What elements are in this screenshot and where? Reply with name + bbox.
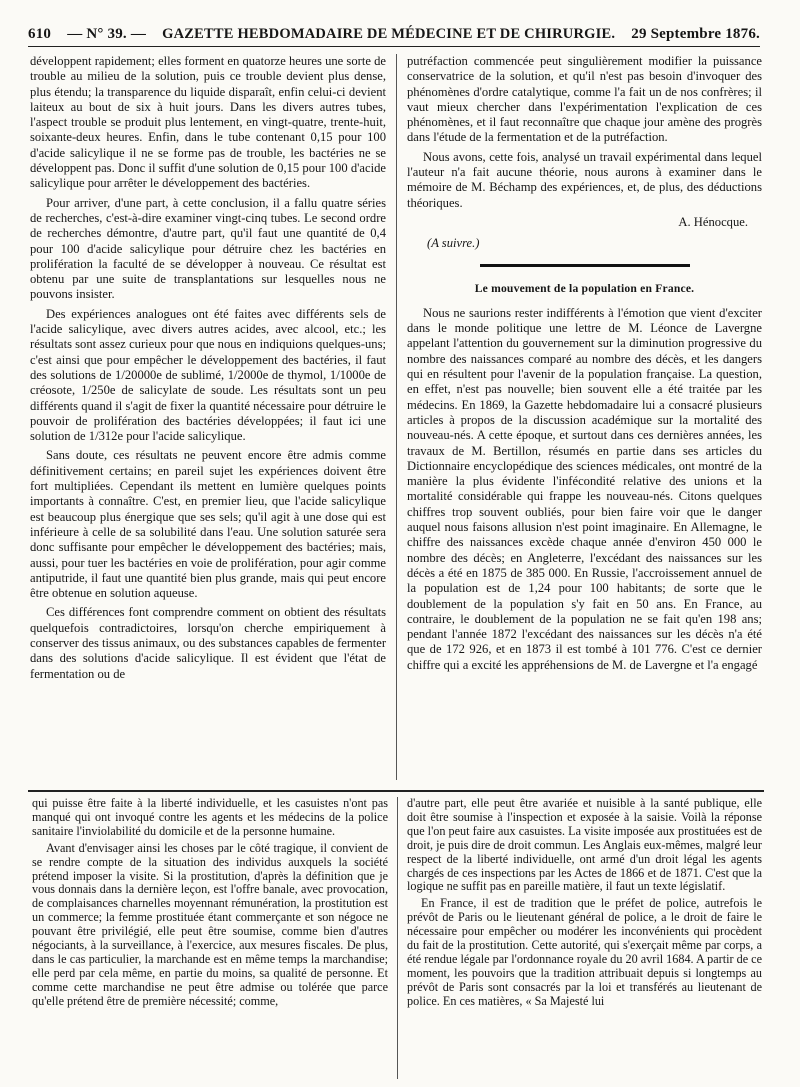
- left-column: [30, 54, 396, 780]
- paragraph: Nous avons, cette fois, analysé un travail expérimental dans lequel l'auteur n'a fait aucune théorie, nous aurons à examiner dans le mémoire de M. Béchamp des expériences, et, de plus, des déductions théoriques.: [407, 149, 762, 210]
- author-signature: A. Hénocque.: [678, 214, 748, 229]
- journal-title: GAZETTE HEBDOMADAIRE DE MÉDECINE ET DE CHIRURGIE.: [162, 26, 616, 42]
- paragraph: putréfaction commencée peut singulièrement modifier la puissance conservatrice de la solution, et qu'il n'est pas besoin d'invoquer des phénomènes d'ordre catalytique, comme l'a fait un de nos confrères; il vaut mieux chercher dans l'expérimentation l'explication de ces phénomènes, et il faut reconnaître que chaque jour amène des progrès dans l'étude de la fermentation et de la putréfaction.: [407, 54, 762, 145]
- page-number: 610: [28, 26, 52, 42]
- issue-number: — N° 39. —: [67, 26, 147, 42]
- paragraph: Sans doute, ces résultats ne peuvent encore être admis comme définitivement certains; en pareil sujet les expériences doivent être fort multipliées. Cependant ils mettent en lumière quelques points importants à connaître. C'est, en premier lieu, que l'acide salicylique est beaucoup plus énergique que ses sels; qu'il agit à une dose qui est inférieure à celle de sa solubilité dans l'eau. Une solution saturée sera donc suffisante pour empêcher le développement des bactéries; mais, aussi, pour tuer les bactéries en voie de prolifération, pour agir comme antiputride, il faut une quantité bien plus grande, mais qui peut encore être obtenue en solution aqueuse.: [30, 448, 386, 601]
- feuilleton-right-column: [397, 797, 762, 1079]
- paragraph: Ces différences font comprendre comment on obtient des résultats quelquefois contradictoires, lorsqu'on cherche empiriquement à conserver des tissus animaux, ou des substances capables de fermenter dans des solutions d'acide salicylique. Il est évident que l'état de fermentation ou de: [30, 605, 387, 681]
- paragraph: En France, il est de tradition que le préfet de police, autrefois le prévôt de Paris ou le lieutenant général de police, a le droit de faire le nécessaire pour empêcher ou modérer les inconvénients qui procèdent du fait de la prostitution. Cette autorité, qui s'exerçait même par corps, a été rendue légale par l'ordonnance royale du 20 avril 1684. A partir de ce moment, les pouvoirs que la tradition attribuait depuis si longtemps au prévôt de Paris sont consacrés par la loi et transférés au lieutenant de police. En ces matières, « Sa Majesté lui: [407, 896, 762, 1008]
- paragraph: Nous ne saurions rester indifférents à l'émotion que vient d'exciter dans le monde politique une lettre de M. Léonce de Lavergne appelant l'attention du gouvernement sur la diminution progressive du nombre des naissances comparé au nombre des décès, et les dangers qui en résultent pour l'avenir de la population française. La question, en effet, n'est pas nouvelle; bien souvent elle a été traitée par les médecins. En 1869, la Gazette hebdomadaire lui a consacré plusieurs articles à propos de la discussion académique sur la mortalité des nouveau-nés. A cette époque, et surtout dans ces dernières années, les travaux de M. Bertillon, résumés en partie dans ses articles du Dictionnaire encyclopédique des sciences médicales, ont montré de la manière la plus évidente l'infécondité relative des unions et la mortalité considérable qui frappe les nouveau-nés. Citons quelques chiffres trop souvent oubliés, pour bien faire voir que le danger auquel nous faisons allusion n'est point imaginaire. En Allemagne, le chiffre des naissances excède chaque année d'environ 450 000 le nombre des décès; en Angleterre, l'excédant des naissances sur les décès a été en 1875 de 385 000. En Russie, l'accroissement annuel de la population est de 1,24 pour 100 habitants; de sorte que le doublement de la population s'y fait en 50 ans. En France, au contraire, le doublement de la population ne se fait qu'en 198 ans; pendant l'année 1872 l'excédant des naissances sur les décès n'a été que de 172 926, et en 1873 il est tombé à 101 776. C'est ce dernier chiffre qui a excité les appréhensions de M. de Lavergne et l'a engagé: [407, 305, 762, 672]
- paragraph: qui puisse être faite à la liberté individuelle, et les casuistes n'ont pas manqué qui ont invoqué contre les agents et les médecins de la police sanitaire l'inviolabilité du domicile et de la personne humaine.: [32, 797, 388, 838]
- running-header: [28, 26, 760, 47]
- right-column: [396, 54, 762, 780]
- paragraph: développent rapidement; elles forment en quatorze heures une sorte de trouble au milieu de la solution, puis ce trouble devient plus dense, plus étendu; la transparence du liquide disparaît, enfin celui-ci devient laiteux au bout de six à huit jours. Dans les divers autres tubes, l'aspect trouble se produit plus lentement, en vingt-quatre, trente-huit, soixante-deux heures. Enfin, dans le tube contenant 0,15 pour 100 d'acide salicylique il ne se forme pas de trouble, les bactéries ne se développent pas. Donc il suffit d'une solution de 0,15 pour 100 d'acide salicylique pour arrêter le développement des bactéries.: [30, 54, 386, 191]
- feuilleton-divider: [28, 790, 764, 792]
- feuilleton-area: [32, 797, 762, 1079]
- paragraph: Pour arriver, d'une part, à cette conclusion, il a fallu quatre séries de recherches, c'est-à-dire examiner vingt-cinq tubes. Le second ordre de recherches démontre, d'autre part, qu'il faut une quantité de 0,4 pour 100 d'acide salicylique pour détruire chez les bactéries en prolifération la faculté de se développer à nouveau. Ce résultat est obtenu par une suite de transplantations sur lesquelles nous ne pouvons insister.: [30, 195, 386, 302]
- feuilleton-left-column: [32, 797, 397, 1079]
- paragraph: Des expériences analogues ont été faites avec différents sels de l'acide salicylique, avec divers autres acides, avec alcool, etc.; les résultats sont assez curieux pour que nous en indiquions quelques-uns; c'est ainsi que pour empêcher le développement des bactéries, il faut des solutions de 1/20000e de sublimé, 1/2000e de thymol, 1/1000e de créosote, 1/250e de salicylate de soude. Les résultats sont un peu différents quand il s'agit de fixer la quantité nécessaire pour détruire le pouvoir de prolifération des bactéries développées; il faut ici une solution de 1/312e pour l'acide salicylique.: [30, 306, 386, 444]
- to-be-continued-note: (A suivre.): [427, 236, 480, 251]
- section-title: Le mouvement de la population en France.: [474, 281, 695, 295]
- paragraph: Avant d'envisager ainsi les choses par le côté tragique, il convient de se rendre compte de la situation des individus auxquels la société prétend imposer la visite. Si la prostitution, d'après la définition que je vous donnais dans la dernière leçon, est l'offre banale, avec provocation, de complaisances charnelles moyennant rémunération, la prostitution est un commerce; la femme prostituée étant commerçante et son négoce ne pouvant être privilégié, elle peut être soumise, comme bien d'autres négociants, à la surveillance, à l'exercice, aux mesures fiscales. De plus, dans le cas particulier, la marchande est en même temps la marchandise; elle perd par cela même, en partie du moins, sa qualité de personne. Et comme cette marchandise ne peut être admise ou tolérée que parce qu'elle prétend être de première nécessité; comme,: [32, 840, 388, 1008]
- section-divider: [480, 264, 690, 267]
- paragraph: d'autre part, elle peut être avariée et nuisible à la santé publique, elle doit être soumise à l'inspection et exposée à la saisie. Voilà la réponse que l'on peut faire aux casuistes. La visite imposée aux prostituées est de droit, je puis dire de droit commun. Les Anglais eux-mêmes, malgré leur respect de la liberté individuelle, ont armé d'un droit légal les agents chargés de ces inspections par les Actes de 1866 et de 1871. C'est que la logique ne suffit pas en pareille matière, il faut un texte législatif.: [407, 797, 762, 894]
- issue-date: 29 Septembre 1876.: [631, 26, 760, 42]
- upper-article-area: [30, 54, 762, 780]
